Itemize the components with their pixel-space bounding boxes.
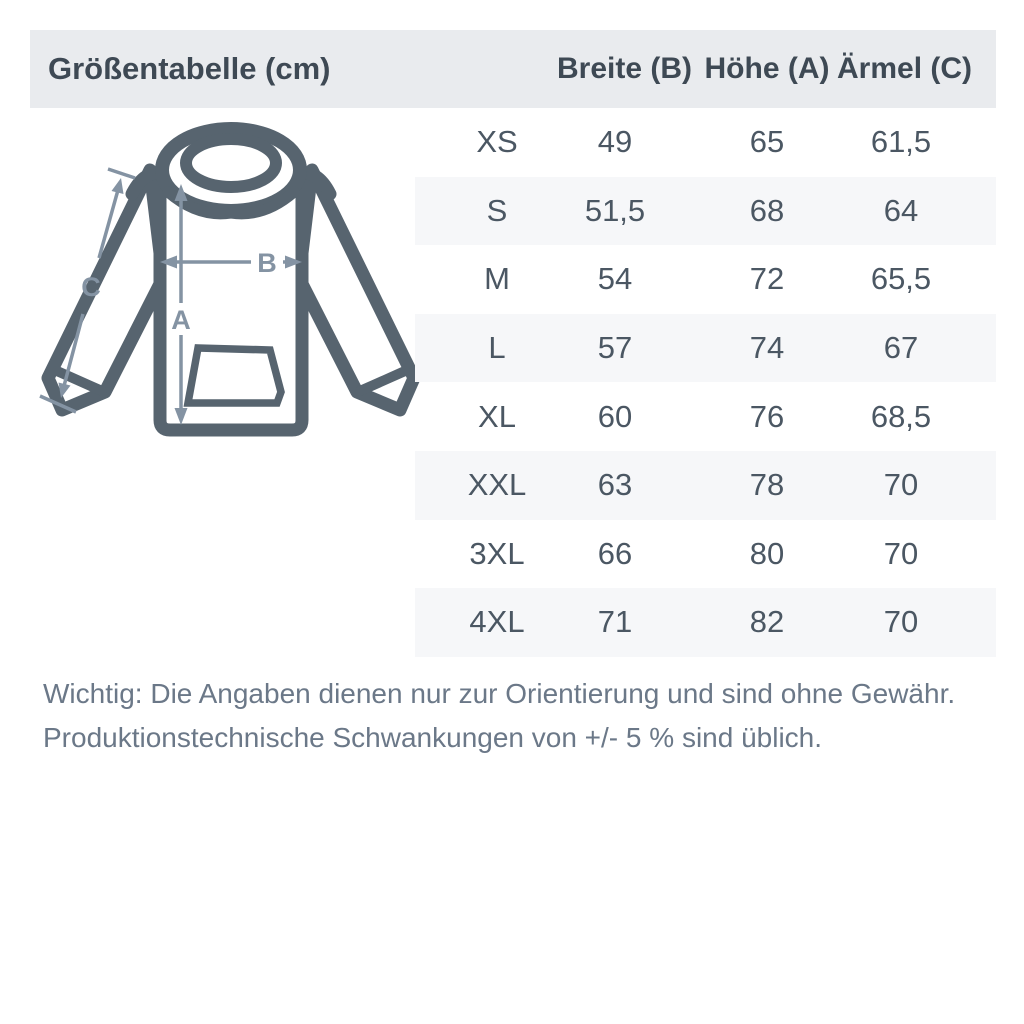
breite-value: 60 [597,398,633,434]
breite-value: 63 [597,467,633,503]
size-label: 4XL [469,604,525,640]
size-label: L [488,330,506,366]
table-row [415,382,996,451]
size-label: XL [478,398,516,434]
aermel-value: 70 [883,467,919,503]
size-chart-header [30,30,996,108]
hoehe-value: 78 [749,467,785,503]
aermel-value: 70 [883,535,919,571]
size-label: XXL [467,467,527,503]
table-row [415,245,996,314]
disclaimer-note [43,672,973,760]
hoehe-value: 80 [749,535,785,571]
size-label: 3XL [469,535,525,571]
label-c: C [81,272,101,302]
disclaimer-line2: Produktionstechnische Schwankungen von +/- 5 % sind üblich. [43,722,823,753]
table-row [415,451,996,520]
table-row [415,314,996,383]
page-title: Größentabelle (cm) [48,51,331,86]
table-row [415,588,996,657]
hoehe-value: 72 [749,261,785,297]
hoehe-value: 68 [749,192,785,228]
column-header-breite: Breite (B) [557,52,693,85]
size-label: M [484,261,510,297]
table-row [415,108,996,177]
size-table [30,108,996,657]
aermel-value: 64 [883,192,919,228]
hoehe-value: 65 [749,124,785,160]
table-row [415,520,996,589]
column-header-hoehe: Höhe (A) [704,52,830,85]
hoehe-value: 74 [749,330,785,366]
breite-value: 54 [597,261,633,297]
aermel-value: 68,5 [870,398,932,434]
aermel-value: 70 [883,604,919,640]
breite-value: 49 [597,124,633,160]
breite-value: 51,5 [584,192,646,228]
aermel-value: 65,5 [870,261,932,297]
breite-value: 71 [597,604,633,640]
aermel-value: 67 [883,330,919,366]
disclaimer-bold: Wichtig: [43,678,143,709]
breite-value: 66 [597,535,633,571]
label-b: B [257,248,277,278]
table-row [415,177,996,246]
label-a: A [171,305,191,335]
hoehe-value: 76 [749,398,785,434]
aermel-value: 61,5 [870,124,932,160]
column-header-aermel: Ärmel (C) [837,52,973,85]
breite-value: 57 [597,330,633,366]
size-label: S [486,192,508,228]
hoehe-value: 82 [749,604,785,640]
size-label: XS [476,124,518,160]
disclaimer-line1: Die Angaben dienen nur zur Orientierung und sind ohne Gewähr. [142,678,956,709]
